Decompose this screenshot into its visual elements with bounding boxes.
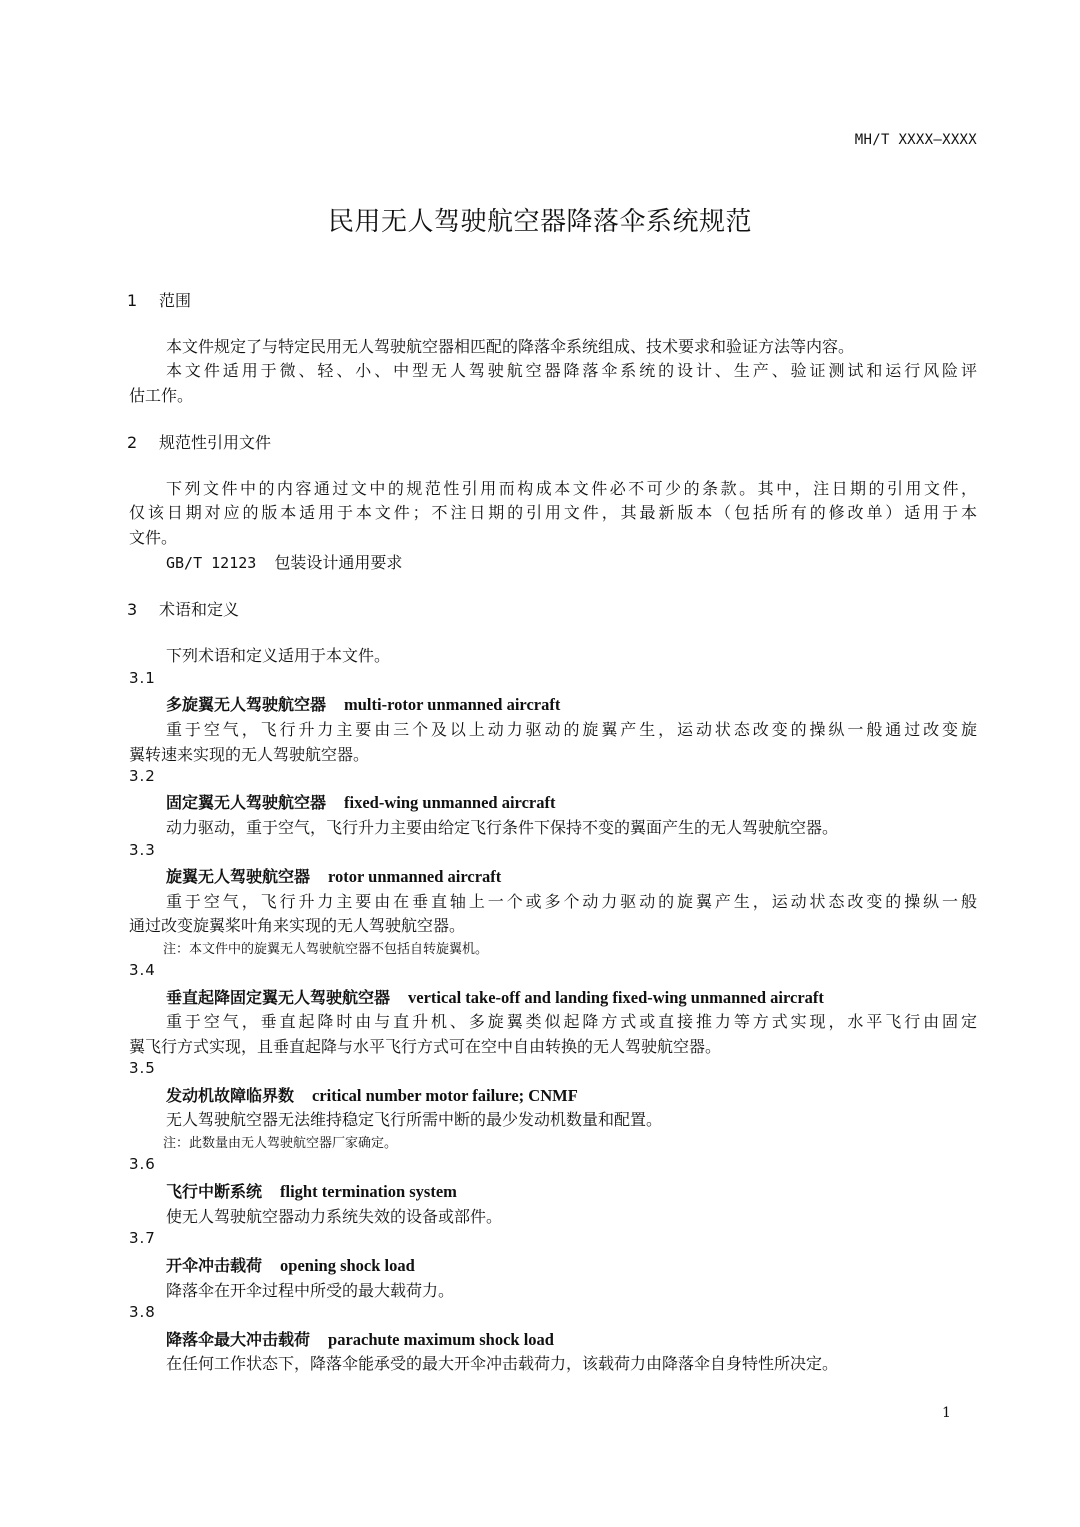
section-heading-normative-references [127, 430, 271, 453]
term-note: 注：此数量由无人驾驶航空器厂家确定。 [163, 1136, 398, 1151]
term-en: critical number motor failure; CNMF [312, 1086, 578, 1105]
term-zh: 固定翼无人驾驶航空器 [166, 793, 327, 812]
section-number: 2 [127, 433, 138, 452]
term-number: 3.3 [129, 841, 156, 859]
reference-entry [166, 550, 402, 573]
term-zh: 开伞冲击载荷 [166, 1256, 263, 1275]
term-number: 3.7 [129, 1229, 156, 1247]
term-number: 3.6 [129, 1155, 156, 1173]
term-zh: 降落伞最大冲击载荷 [166, 1330, 311, 1349]
paragraph: 本文件规定了与特定民用无人驾驶航空器相匹配的降落伞系统组成、技术要求和验证方法等内容。 [166, 337, 855, 356]
term-heading [166, 1179, 457, 1202]
term-en: parachute maximum shock load [328, 1330, 554, 1349]
term-en: flight termination system [280, 1182, 457, 1201]
term-zh: 多旋翼无人驾驶航空器 [166, 695, 327, 714]
reference-code: GB/T 12123 [166, 554, 257, 572]
section-title: 范围 [159, 291, 192, 310]
paragraph-line: 仅该日期对应的版本适用于本文件；不注日期的引用文件，其最新版本（包括所有的修改单）适用于本 [129, 503, 977, 522]
term-number: 3.1 [129, 669, 156, 687]
section-title: 规范性引用文件 [159, 433, 272, 452]
paragraph-line: 估工作。 [129, 386, 194, 405]
term-heading [166, 1327, 554, 1350]
term-zh: 发动机故障临界数 [166, 1086, 295, 1105]
term-definition-line: 动力驱动，重于空气，飞行升力主要由给定飞行条件下保持不变的翼面产生的无人驾驶航空器。 [166, 818, 839, 837]
term-heading [166, 790, 555, 813]
paragraph-line: 本文件适用于微、轻、小、中型无人驾驶航空器降落伞系统的设计、生产、验证测试和运行风险评 [166, 361, 977, 380]
paragraph: 下列术语和定义适用于本文件。 [166, 646, 391, 665]
document-title: 民用无人驾驶航空器降落伞系统规范 [327, 207, 752, 237]
term-number: 3.8 [129, 1303, 156, 1321]
term-definition-line: 重于空气，飞行升力主要由在垂直轴上一个或多个动力驱动的旋翼产生，运动状态改变的操纵一般 [166, 892, 977, 911]
term-en: rotor unmanned aircraft [328, 867, 502, 886]
term-zh: 垂直起降固定翼无人驾驶航空器 [166, 988, 391, 1007]
term-heading [166, 1083, 578, 1106]
term-number: 3.4 [129, 961, 156, 979]
term-number: 3.5 [129, 1059, 156, 1077]
term-en: fixed-wing unmanned aircraft [344, 793, 556, 812]
section-title: 术语和定义 [159, 600, 240, 619]
paragraph-line: 下列文件中的内容通过文中的规范性引用而构成本文件必不可少的条款。其中，注日期的引用文件， [166, 479, 977, 498]
section-number: 1 [127, 291, 138, 310]
term-en: multi-rotor unmanned aircraft [344, 695, 561, 714]
term-definition-line: 在任何工作状态下，降落伞能承受的最大开伞冲击载荷力，该载荷力由降落伞自身特性所决定。 [166, 1354, 839, 1373]
section-number: 3 [127, 600, 138, 619]
term-note: 注：本文件中的旋翼无人驾驶航空器不包括自转旋翼机。 [163, 942, 489, 957]
document-number: MH/T XXXX—XXXX [854, 132, 977, 148]
term-definition-line: 翼飞行方式实现，且垂直起降与水平飞行方式可在空中自由转换的无人驾驶航空器。 [129, 1037, 722, 1056]
term-heading [166, 985, 824, 1008]
section-heading-scope [127, 288, 191, 311]
term-definition-line: 重于空气，垂直起降时由与直升机、多旋翼类似起降方式或直接推力等方式实现，水平飞行由固定 [166, 1012, 977, 1031]
term-heading [166, 864, 501, 887]
term-zh: 飞行中断系统 [166, 1182, 263, 1201]
term-number: 3.2 [129, 767, 156, 785]
term-heading [166, 1253, 415, 1276]
reference-title: 包装设计通用要求 [274, 553, 403, 572]
term-definition-line: 重于空气，飞行升力主要由三个及以上动力驱动的旋翼产生，运动状态改变的操纵一般通过改变旋 [166, 720, 977, 739]
term-en: vertical take-off and landing fixed-wing unmanned aircraft [408, 988, 824, 1007]
paragraph-line: 文件。 [129, 528, 178, 547]
page-number: 1 [942, 1405, 951, 1421]
term-en: opening shock load [280, 1256, 415, 1275]
term-definition-line: 降落伞在开伞过程中所受的最大载荷力。 [166, 1281, 455, 1300]
term-zh: 旋翼无人驾驶航空器 [166, 867, 311, 886]
term-definition-line: 无人驾驶航空器无法维持稳定飞行所需中断的最少发动机数量和配置。 [166, 1110, 663, 1129]
term-heading [166, 692, 560, 715]
section-heading-terms [127, 597, 239, 620]
term-definition-line: 通过改变旋翼桨叶角来实现的无人驾驶航空器。 [129, 916, 466, 935]
term-definition-line: 翼转速来实现的无人驾驶航空器。 [129, 745, 370, 764]
term-definition-line: 使无人驾驶航空器动力系统失效的设备或部件。 [166, 1207, 503, 1226]
